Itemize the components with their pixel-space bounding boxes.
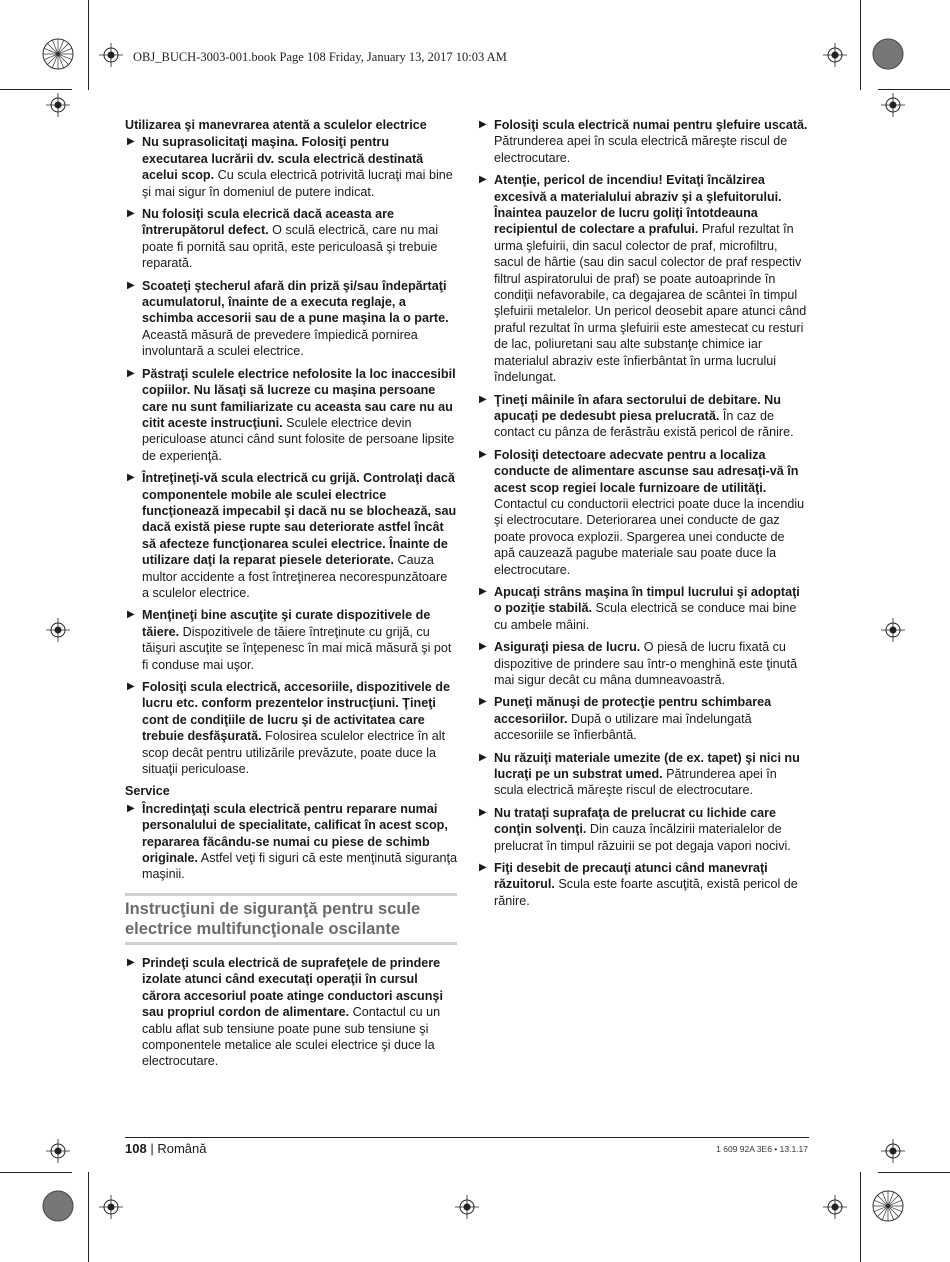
list-item [125, 470, 457, 601]
bullet-arrow-icon: ▶ [127, 802, 135, 814]
right-column [477, 117, 809, 915]
list-item [477, 117, 809, 166]
registration-mark-icon [46, 618, 70, 642]
list-item [477, 639, 809, 688]
list-item [125, 278, 457, 360]
item-text: În caz de contact cu pânza de ferăstrău există pericol de rănire. [494, 408, 794, 440]
bullet-arrow-icon: ▶ [127, 136, 135, 148]
list-item [477, 172, 809, 385]
footer-code: 1 609 92A 3E6 • 13.1.17 [716, 1144, 808, 1154]
safety-list [477, 117, 809, 909]
star-target-icon [42, 38, 74, 70]
bullet-arrow-icon: ▶ [127, 681, 135, 692]
item-text: Scula electrică se conduce mai bine cu ambele mâini. [494, 601, 797, 632]
item-bold-text: Nu folosiţi scula elecrică dacă aceasta are întrerupătorul defect. [142, 207, 395, 238]
item-text: Această măsură de prevedere împiedică pornirea involuntară a sculei electrice. [142, 327, 418, 359]
bullet-arrow-icon: ▶ [479, 448, 487, 460]
crop-mark [88, 1172, 89, 1262]
item-bold-text: Atenţie, pericol de incendiu! Evitaţi încălzirea excesivă a materialului abraziv şi a şlefuitorului. Înaintea pauzelor de lucru goliţi întotdeauna recipientul de colectare a prafului. [494, 173, 782, 237]
bullet-arrow-icon: ▶ [127, 956, 135, 968]
item-text: Cu scula electrică potrivită lucraţi mai bine şi mai sigur în domeniul de putere indicat. [142, 168, 453, 199]
footer-divider [125, 1137, 809, 1138]
gray-target-icon [42, 1190, 74, 1222]
registration-mark-icon [99, 43, 123, 67]
item-bold-text: Asiguraţi piesa de lucru. [494, 640, 641, 655]
item-bold-text: Menţineţi bine ascuţite şi curate dispozitivele de tăiere. [142, 608, 431, 639]
list-item [125, 366, 457, 464]
footer-separator: | [150, 1141, 154, 1156]
item-bold-text: Încredinţaţi scula electrică pentru reparare numai personalului de specialitate, calificat în acest scop, repararea făcându-se numai cu piese de schimb originale. [142, 801, 448, 866]
footer-page-info [125, 1141, 206, 1156]
bullet-arrow-icon: ▶ [127, 208, 135, 220]
item-bold-text: Ţineţi mâinile în afara sectorului de debitare. Nu apucaţi pe dedesubt piesa prelucrată. [494, 392, 781, 423]
item-bold-text: Puneţi mănuşi de protecţie pentru schimbarea accesoriilor. [494, 695, 772, 726]
list-item [125, 801, 457, 883]
page-number: 108 [125, 1141, 147, 1156]
item-bold-text: Nu răzuiţi materiale umezite (de ex. tapet) şi nici nu lucraţi pe un substrat umed. [494, 750, 800, 782]
item-bold-text: Fiţi desebit de precauţi atunci când manevraţi răzuitorul. [494, 861, 768, 892]
list-item [125, 955, 457, 1070]
crop-mark [878, 1172, 950, 1173]
bullet-arrow-icon: ▶ [127, 279, 135, 291]
bullet-arrow-icon: ▶ [479, 806, 487, 818]
footer-language: Română [157, 1141, 207, 1156]
section-heading: Utilizarea şi manevrarea atentă a sculelor electrice [125, 118, 427, 132]
registration-mark-icon [823, 1195, 847, 1219]
list-item [477, 584, 809, 633]
item-bold-text: Folosiţi scula electrică numai pentru şlefuire uscată. [494, 118, 808, 132]
registration-mark-icon [823, 43, 847, 67]
bullet-arrow-icon: ▶ [479, 393, 487, 405]
item-text: Cauza multor accidente a fost întreţinerea necorespunzătoare a sculelor electrice. [142, 553, 448, 600]
item-bold-text: Păstraţi sculele electrice nefolosite la loc inaccesibil copiilor. Nu lăsaţi să lucreze cu maşina persoane care nu sunt familiarizate cu aceasta sau care nu au citit aceste instrucţiuni. [142, 366, 456, 430]
registration-mark-icon [99, 1195, 123, 1219]
gray-target-icon [872, 38, 904, 70]
safety-list [125, 955, 457, 1070]
crop-mark [860, 0, 861, 90]
bullet-arrow-icon: ▶ [479, 696, 487, 708]
list-item [125, 206, 457, 272]
item-bold-text: Nu suprasolicitaţi maşina. Folosiţi pentru executarea lucrării dv. scula electrică destinată acelui scop. [142, 135, 424, 183]
item-bold-text: Nu trataţi suprafaţa de prelucrat cu lichide care conţin solvenţi. [494, 805, 777, 837]
star-target-icon [872, 1190, 904, 1222]
crop-mark [0, 1172, 72, 1173]
item-text: Din cauza încălzirii materialelor de prelucrat în timpul răzuirii se pot degaja vapori nocivi. [494, 822, 791, 853]
registration-mark-icon [881, 1139, 905, 1163]
bullet-arrow-icon: ▶ [127, 472, 135, 484]
safety-list [125, 801, 457, 883]
registration-mark-icon [46, 1139, 70, 1163]
list-item [477, 392, 809, 441]
item-text: Folosirea sculelor electrice în alt scop decât pentru utilizările prevăzute, poate duce la situaţii periculoase. [142, 729, 446, 777]
list-item [125, 134, 457, 200]
registration-mark-icon [881, 93, 905, 117]
list-item [477, 860, 809, 909]
bullet-arrow-icon: ▶ [479, 174, 487, 186]
registration-mark-icon [881, 618, 905, 642]
list-item [125, 679, 457, 777]
item-text: Dispozitivele de tăiere întreţinute cu grijă, cu tăişuri ascuţite se înţepenesc în mai mică măsură şi pot fi conduse mai uşor. [142, 624, 452, 672]
crop-mark [878, 89, 950, 90]
print-header: OBJ_BUCH-3003-001.book Page 108 Friday, January 13, 2017 10:03 AM [133, 50, 507, 64]
list-item [477, 805, 809, 854]
item-text: Pătrunderea apei în scula electrică măreşte riscul de electrocutare. [494, 134, 788, 165]
item-bold-text: Folosiţi detectoare adecvate pentru a localiza conducte de alimentare ascunse sau adresaţi-vă în acest scop regiei locale furnizoare de utilităţi. [494, 447, 799, 495]
list-item [477, 694, 809, 743]
item-bold-text: Apucaţi strâns maşina în timpul lucrului şi adoptaţi o poziţie stabilă. [494, 584, 800, 616]
left-column [125, 117, 457, 1076]
item-text: Scula este foarte ascuţită, există pericol de rănire. [494, 877, 798, 908]
item-text: Sculele electrice devin periculoase atunci când sunt folosite de persoane lipsite de experienţă. [142, 415, 455, 463]
crop-mark [88, 0, 89, 90]
item-text: Astfel veţi fi siguri că este menţinută siguranţa maşinii. [142, 851, 457, 882]
list-item [477, 447, 809, 578]
item-bold-text: Întreţineţi-vă scula electrică cu grijă. Controlaţi dacă componentele mobile ale sculei electrice funcţionează impecabil şi dacă nu se blochează, sau dacă există piese rupte sau deteriorate astfel încât să afecteze funcţionarea sculei electrice. Înainte de utilizare daţi la reparat piesele deteriorate. [142, 471, 457, 568]
bullet-arrow-icon: ▶ [479, 751, 487, 763]
item-text: O piesă de lucru fixată cu dispozitive de prindere sau într-o menghină este ţinută mai sigur decât cu mâna dumneavoastră. [494, 640, 798, 687]
item-text: Pătrunderea apei în scula electrică măreşte riscul de electrocutare. [494, 767, 777, 798]
item-text: O sculă electrică, care nu mai poate fi pornită sau oprită, este periculoasă şi trebuie reparată. [142, 223, 439, 271]
crop-mark [860, 1172, 861, 1262]
item-text: După o utilizare mai îndelungată accesoriile se înfierbântă. [494, 711, 752, 743]
section-title: Instrucţiuni de siguranţă pentru scule electrice multifuncţionale oscilante [125, 893, 457, 945]
bullet-arrow-icon: ▶ [479, 585, 487, 597]
bullet-arrow-icon: ▶ [479, 641, 487, 653]
item-text: Contactul cu un cablu aflat sub tensiune poate pune sub tensiune şi componentele metalice ale sculei electrice şi duce la electrocutare. [142, 1005, 441, 1069]
item-bold-text: Scoateţi ştecherul afară din priză şi/sau îndepărtaţi acumulatorul, înainte de a executa reglaje, a schimba accesorii sau de a pune maşina la o parte. [142, 278, 449, 326]
bullet-arrow-icon: ▶ [479, 862, 487, 874]
safety-list [125, 134, 457, 777]
registration-mark-icon [46, 93, 70, 117]
list-item [125, 607, 457, 673]
registration-mark-icon [455, 1195, 479, 1219]
crop-mark [0, 89, 72, 90]
item-bold-text: Folosiţi scula electrică, accesoriile, dispozitivele de lucru etc. conform prezentelor instrucţiuni. Ţineţi cont de condiţiile de lucru şi de activitatea care trebuie desfăşurată. [142, 680, 450, 744]
bullet-arrow-icon: ▶ [127, 367, 135, 379]
item-text: Praful rezultat în urma şlefuirii, din sacul colector de praf, microfiltru, sacul de hârtie (sau din sacul colector de praf respectiv filtrul aspiratorului de praf) se poate autoaprinde în condiţii nefavorabile, ca degajarea de scântei în timpul şlefuirii metalelor. Un pericol deosebit apare atunci când praful rezultat în urma şlefuirii este amestecat cu resturi de lac, poliuretani sau alte substanţe chimice iar materialul abraziv este înfierbântat în urma lucrului îndelungat. [494, 222, 807, 385]
bullet-arrow-icon: ▶ [479, 119, 487, 130]
list-item [477, 750, 809, 799]
item-bold-text: Prindeţi scula electrică de suprafeţele de prindere izolate atunci când executaţi operaţii în cursul cărora accesoriul poate atinge conductori ascunşi sau propriul cordon de alimentare. [142, 955, 443, 1020]
item-text: Contactul cu conductorii electrici poate duce la incendiu şi electrocutare. Deteriorarea unei conducte de gaz poate provoca explozii. Spargerea unei conducte de apă cauzează pagube materiale sau poate duce la electrocutare. [494, 496, 805, 577]
bullet-arrow-icon: ▶ [127, 609, 135, 621]
section-heading: Service [125, 784, 170, 799]
